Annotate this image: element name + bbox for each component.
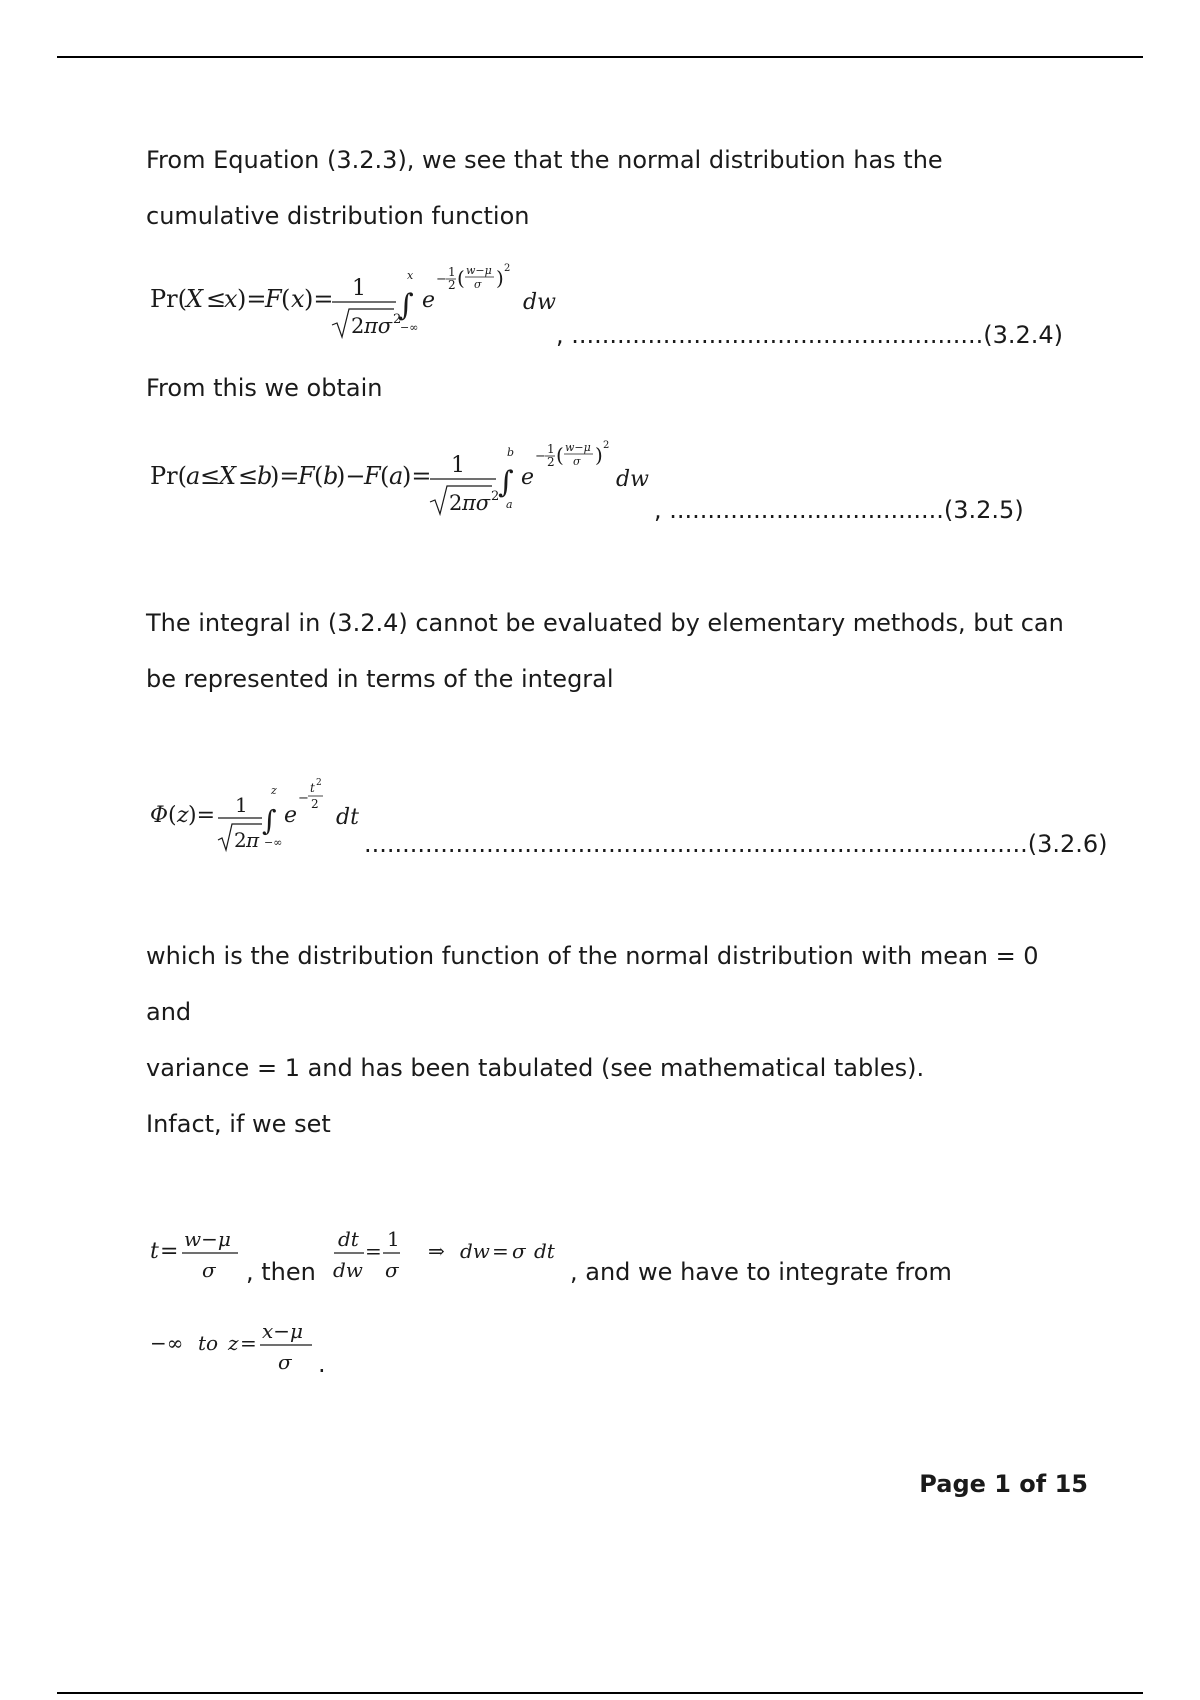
- svg-text:dt: dt: [534, 1239, 555, 1263]
- svg-text:∫: ∫: [498, 465, 514, 500]
- paragraph-line: The integral in (3.2.4) cannot be evaluated by elementary methods, but can: [146, 609, 1064, 637]
- svg-text:Pr(: Pr(: [150, 285, 187, 313]
- svg-text:1: 1: [352, 276, 366, 301]
- svg-text:π: π: [246, 828, 260, 852]
- svg-text:w−μ: w−μ: [466, 264, 492, 277]
- svg-text:∫: ∫: [262, 804, 277, 837]
- paragraph-fragment: , and we have to integrate from: [570, 1258, 952, 1286]
- svg-text:=: =: [492, 1239, 509, 1263]
- paragraph-fragment: , then: [246, 1258, 316, 1286]
- svg-text:x: x: [291, 285, 305, 313]
- svg-text:2: 2: [316, 778, 322, 788]
- svg-text:)−: )−: [336, 462, 366, 490]
- svg-text:)=: )=: [237, 285, 267, 313]
- svg-text:x: x: [407, 269, 414, 282]
- svg-text:σ: σ: [573, 455, 581, 468]
- svg-text:−∞: −∞: [264, 836, 283, 849]
- equation-3-2-5: [146, 432, 666, 522]
- svg-text:σ: σ: [512, 1239, 526, 1263]
- paragraph-line: From this we obtain: [146, 374, 383, 402]
- svg-text:dw: dw: [460, 1239, 490, 1263]
- svg-text:t: t: [150, 1239, 159, 1264]
- svg-text:2: 2: [449, 491, 463, 515]
- svg-text:)=: )=: [304, 285, 334, 313]
- svg-text:(: (: [314, 462, 324, 490]
- paragraph-line: Infact, if we set: [146, 1110, 331, 1138]
- svg-text:z: z: [271, 784, 277, 797]
- svg-text:dw: dw: [523, 290, 556, 315]
- svg-text:w−μ: w−μ: [184, 1227, 231, 1251]
- paragraph-line: variance = 1 and has been tabulated (see mathematical tables).: [146, 1054, 925, 1082]
- svg-text:F: F: [364, 462, 381, 490]
- svg-text:=: =: [365, 1239, 382, 1263]
- svg-text:=: =: [240, 1331, 257, 1355]
- bottom-rule: [57, 1692, 1143, 1694]
- svg-text:2: 2: [234, 828, 247, 852]
- paragraph-line: cumulative distribution function: [146, 202, 530, 230]
- svg-text:t: t: [310, 781, 315, 795]
- svg-text:−: −: [436, 272, 447, 287]
- svg-text:(: (: [556, 443, 564, 467]
- svg-text:): ): [496, 266, 504, 290]
- page-number: Page 1 of 15: [919, 1470, 1088, 1498]
- svg-text:2: 2: [448, 278, 456, 292]
- svg-text:to: to: [198, 1331, 219, 1355]
- svg-text:σ: σ: [202, 1258, 216, 1282]
- svg-text:Pr(: Pr(: [150, 462, 187, 490]
- svg-text:2: 2: [311, 797, 319, 811]
- svg-text:2: 2: [603, 440, 610, 451]
- svg-text:)=: )=: [188, 803, 216, 828]
- svg-text:b: b: [257, 462, 273, 490]
- svg-text:σ: σ: [385, 1258, 399, 1282]
- svg-text:πσ: πσ: [364, 314, 393, 338]
- svg-text:=: =: [160, 1239, 179, 1264]
- svg-text:2: 2: [504, 263, 511, 274]
- svg-text:dw: dw: [616, 467, 649, 492]
- svg-text:(: (: [281, 285, 291, 313]
- svg-text:b: b: [323, 462, 339, 490]
- svg-text:1: 1: [448, 265, 456, 279]
- svg-text:2: 2: [351, 314, 365, 338]
- svg-text:(: (: [457, 266, 465, 290]
- svg-text:πσ: πσ: [462, 491, 491, 515]
- paragraph-line: which is the distribution function of the normal distribution with mean = 0: [146, 942, 1039, 970]
- paragraph-line: From Equation (3.2.3), we see that the normal distribution has the: [146, 146, 943, 174]
- svg-text:−∞: −∞: [400, 321, 419, 334]
- svg-text:≤: ≤: [200, 462, 221, 490]
- svg-text:w−μ: w−μ: [565, 441, 591, 454]
- paragraph-line: be represented in terms of the integral: [146, 665, 614, 693]
- svg-text:e: e: [521, 465, 535, 490]
- svg-text:1: 1: [235, 793, 248, 817]
- svg-text:dt: dt: [338, 1227, 359, 1251]
- svg-text:e: e: [284, 803, 298, 828]
- svg-text:2: 2: [393, 312, 402, 327]
- svg-text:≤: ≤: [206, 285, 227, 313]
- svg-text:F: F: [265, 285, 282, 313]
- svg-text:)=: )=: [402, 462, 432, 490]
- svg-text:x−μ: x−μ: [262, 1319, 304, 1343]
- svg-text:1: 1: [451, 453, 465, 478]
- paragraph-line: and: [146, 998, 192, 1026]
- svg-text:b: b: [507, 446, 515, 459]
- svg-text:1: 1: [547, 442, 555, 456]
- equation-number-3-2-4: , ......................................................(3.2.4): [556, 321, 1064, 349]
- svg-text:)=: )=: [270, 462, 300, 490]
- top-rule: [57, 56, 1143, 58]
- equation-number-3-2-6: .......................................................................................(3.2.6): [364, 830, 1108, 858]
- svg-text:X: X: [186, 285, 204, 313]
- svg-text:2: 2: [547, 455, 555, 469]
- svg-text:F: F: [298, 462, 315, 490]
- svg-text:(: (: [168, 803, 177, 828]
- svg-text:≤: ≤: [238, 462, 259, 490]
- svg-text:−: −: [298, 791, 309, 806]
- svg-text:X: X: [219, 462, 237, 490]
- svg-text:σ: σ: [474, 278, 482, 291]
- equation-number-3-2-5: , ....................................(3.2.5): [654, 496, 1024, 524]
- svg-text:a: a: [389, 462, 404, 490]
- equation-3-2-4: [146, 255, 566, 345]
- svg-text:Φ: Φ: [150, 803, 169, 828]
- svg-text:z: z: [177, 803, 189, 828]
- svg-text:dt: dt: [336, 805, 359, 830]
- svg-text:2: 2: [491, 489, 500, 504]
- svg-text:a: a: [506, 498, 513, 511]
- svg-text:σ: σ: [278, 1350, 292, 1374]
- equation-limits: [146, 1314, 316, 1374]
- svg-text:∫: ∫: [398, 288, 414, 323]
- svg-text:dw: dw: [333, 1258, 363, 1282]
- equation-3-2-6: [146, 772, 376, 862]
- equation-substitution-t: [146, 1222, 246, 1282]
- equation-derivative: [330, 1222, 570, 1282]
- svg-text:x: x: [224, 285, 238, 313]
- svg-text:z: z: [228, 1331, 239, 1355]
- svg-text:e: e: [422, 288, 436, 313]
- svg-text:−∞: −∞: [150, 1331, 184, 1355]
- svg-text:1: 1: [387, 1227, 400, 1251]
- svg-text:): ): [595, 443, 603, 467]
- paragraph-fragment: .: [318, 1350, 326, 1378]
- svg-text:⇒: ⇒: [428, 1239, 445, 1263]
- svg-text:(: (: [380, 462, 390, 490]
- svg-text:a: a: [186, 462, 201, 490]
- svg-text:−: −: [535, 449, 546, 464]
